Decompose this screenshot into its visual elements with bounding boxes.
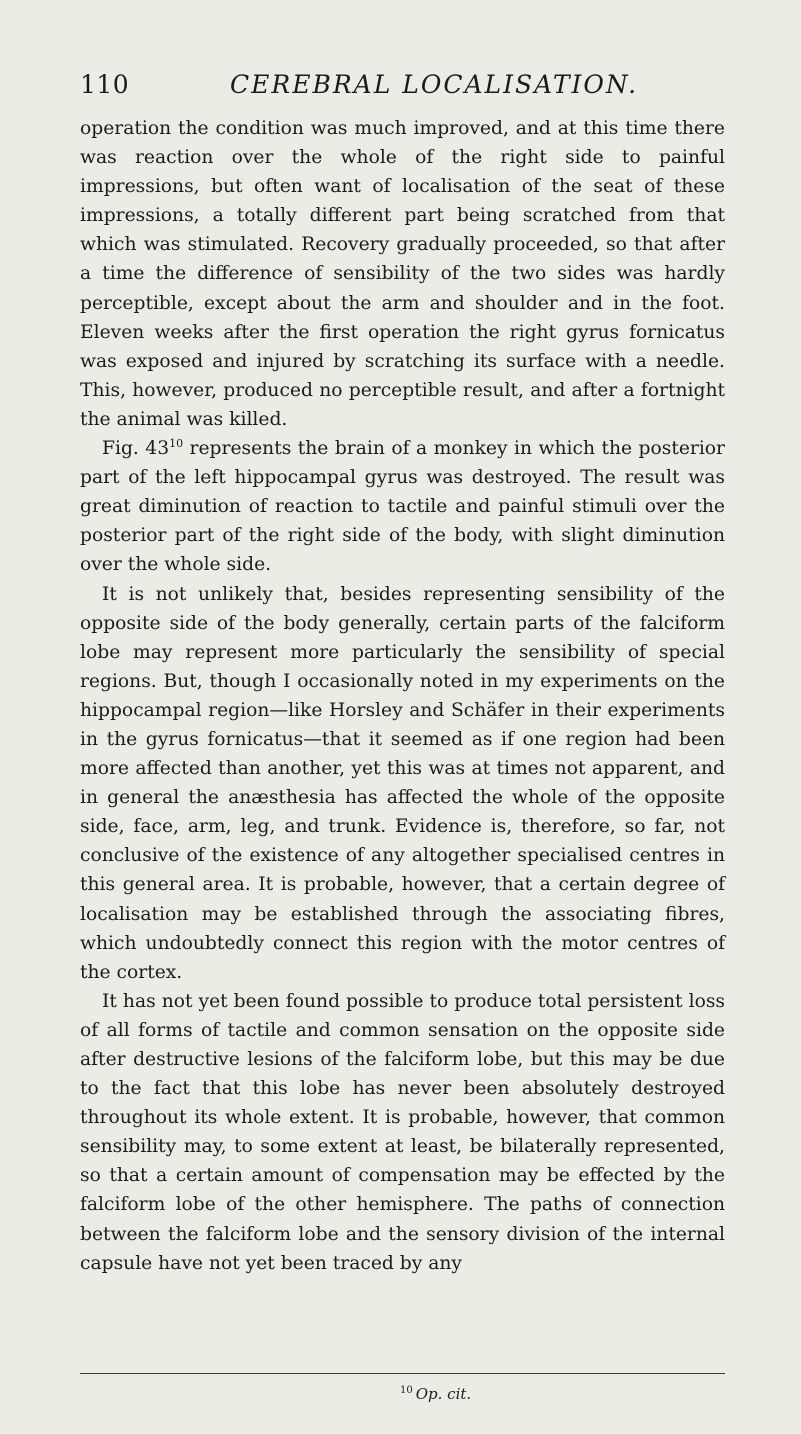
footnote-marker: 10: [400, 1385, 413, 1396]
page-number: 110: [80, 70, 130, 99]
paragraph-persistent-loss: It has not yet been found possible to produce total persistent loss of all forms of tactile and common sensation on the opposite side after destructive lesions of the falciform lobe, but this may be due to the fact that this lobe has never been absolutely destroyed throughout its whole extent. It is probable, however, that common sensibility may, to some extent at least, be bilaterally represented, so that a certain amount of compensation may be effected by the falciform lobe of the other hemisphere. The paths of connection between the falciform lobe and the sensory division of the internal capsule have not yet been traced by any: [80, 990, 725, 1274]
footnote-divider: [80, 1373, 725, 1374]
fig-reference: Fig. 43: [102, 438, 170, 460]
paragraph-falciform-lobe: It is not unlikely that, besides representing sensibility of the opposite side of the body generally, certain parts of the falciform lobe may represent more particularly the sensibility of special regions. But, though I occasionally noted in my experiments on the hippocampal region—like Horsley and Schäfer in their experiments in the gyrus fornicatus—that it seemed as if one region had been more affected than another, yet this was at times not apparent, and in general the anæsthesia has affected the whole of the opposite side, face, arm, leg, and trunk. Evidence is, therefore, so far, not conclusive of the existence of any altogether specialised centres in this general area. It is probable, however, that a certain degree of localisation may be established through the associating fibres, which undoubtedly connect this region with the motor centres of the cortex.: [80, 583, 725, 983]
paragraph-continuation: operation the condition was much improved, and at this time there was reaction over the whole of the right side to painful impressions, but often want of localisation of the seat of these impressions, a totally different part being scratched from that which was stimulated. Recovery gradually proceeded, so that after a time the difference of sensibility of the two sides was hardly perceptible, except about the arm and shoulder and in the foot. Eleven weeks after the first operation the right gyrus fornicatus was exposed and injured by scratching its surface with a needle. This, however, produced no perceptible result, and after a fortnight the animal was killed.: [80, 118, 725, 430]
running-title: CEREBRAL LOCALISATION.: [230, 70, 639, 99]
body-text: [80, 114, 725, 1278]
footnote-text: Op. cit.: [415, 1385, 472, 1403]
footnote-reference: 10: [169, 436, 184, 450]
running-head: [80, 70, 720, 100]
paragraph-fig-43: [80, 434, 725, 579]
footnote: [400, 1385, 471, 1403]
paragraph-text: represents the brain of a monkey in which the posterior part of the left hippocampal gyrus was destroyed. The result was great diminution of reaction to tactile and painful stimuli over the posterior part of the right side of the body, with slight diminution over the whole side.: [80, 438, 725, 576]
